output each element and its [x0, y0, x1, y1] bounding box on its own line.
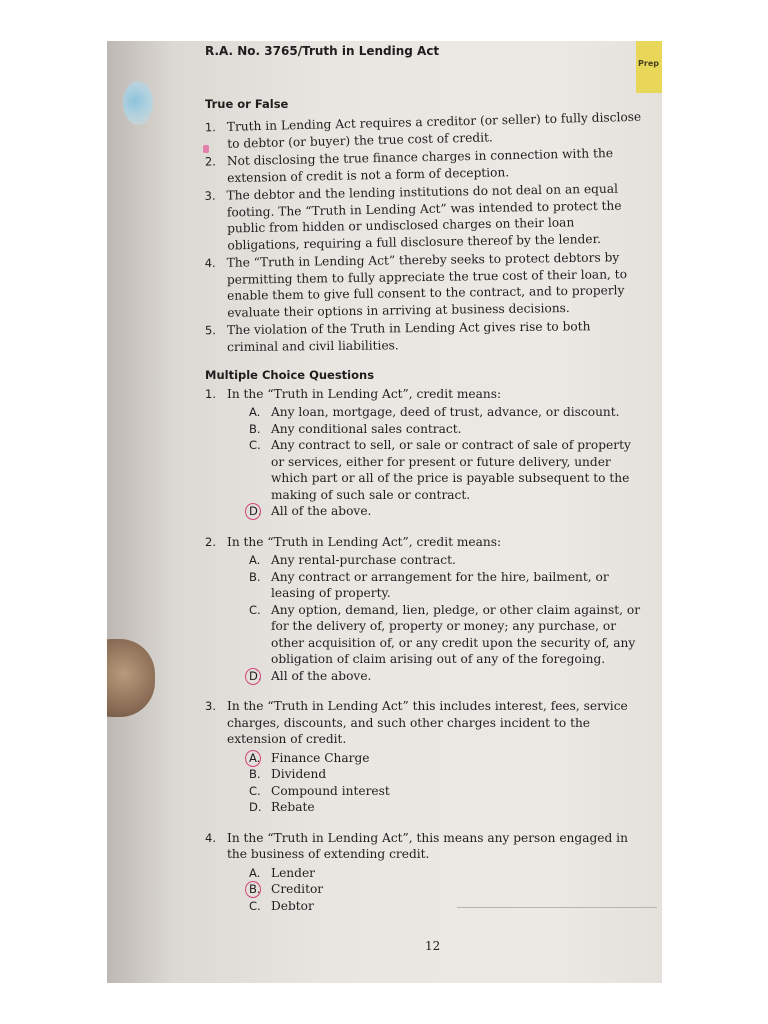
option-text: Compound interest [271, 783, 390, 798]
mc-option [249, 421, 645, 438]
tf-text: The “Truth in Lending Act” thereby seeks to protect debtors by permitting them to fully appreciate the true cost of their loan, to enable them to give full consent to the contract, and to properly evaluate their options in arriving at business decisions. [226, 250, 628, 320]
true-false-title: True or False [205, 96, 289, 111]
multiple-choice-list [205, 386, 645, 915]
tf-text: Not disclosing the true finance charges in connection with the extension of credit is not a form of deception. [226, 146, 614, 185]
mc-option [249, 783, 645, 800]
option-letter: C. [249, 898, 261, 913]
option-letter: B. [249, 882, 261, 896]
option-text: Any conditional sales contract. [271, 421, 462, 436]
mc-option [249, 437, 645, 503]
option-letter: C. [249, 602, 261, 617]
tf-number: 3. [204, 188, 216, 203]
mc-stem: In the “Truth in Lending Act” this includes interest, fees, service charges, discounts, and such other charges incident to the extension of credit. [227, 699, 628, 746]
mc-options [227, 750, 645, 816]
option-letter: B. [249, 569, 261, 584]
mc-option [249, 898, 645, 915]
book-page-photo [107, 41, 662, 983]
mc-option [249, 569, 645, 602]
mc-number: 1. [205, 386, 216, 401]
option-text: Any contract to sell, or sale or contract of sale of property or services, either for present or future delivery, under which part or all of the price is payable subsequent to the making of such sale or contract. [271, 438, 631, 502]
mc-options [227, 552, 645, 684]
page-content [205, 43, 645, 928]
mc-number: 4. [205, 830, 216, 845]
tf-text: Truth in Lending Act requires a creditor (or seller) to fully disclose to debtor (or buyer) the true cost of credit. [226, 109, 642, 151]
tf-item-4 [205, 249, 646, 321]
option-letter: A. [249, 553, 261, 567]
page-number: 12 [425, 939, 441, 953]
mc-option [249, 552, 645, 569]
option-letter: D. [249, 800, 262, 814]
mc-option [249, 602, 645, 668]
option-text: Rebate [271, 800, 315, 814]
option-letter: A. [249, 405, 261, 419]
multiple-choice-title: Multiple Choice Questions [205, 368, 375, 382]
option-text: Creditor [271, 882, 324, 896]
tf-item-5 [205, 318, 645, 356]
mc-stem: In the “Truth in Lending Act”, credit means: [227, 534, 502, 549]
mc-stem: In the “Truth in Lending Act”, credit means: [227, 386, 502, 401]
mc-question-1 [205, 386, 645, 520]
option-letter: B. [249, 421, 261, 436]
option-letter: A. [249, 750, 261, 765]
mc-number: 2. [205, 534, 216, 549]
true-false-list [204, 109, 645, 354]
option-text: Finance Charge [271, 750, 370, 765]
tf-text: The violation of the Truth in Lending Act gives rise to both criminal and civil liabilities. [226, 319, 591, 354]
tf-number: 4. [204, 255, 216, 271]
mc-option-circled [249, 668, 645, 685]
tf-item-3 [204, 180, 645, 254]
mc-option-circled [249, 503, 645, 520]
mc-option-circled [249, 750, 645, 767]
mc-stem: In the “Truth in Lending Act”, this means any person engaged in the business of extending credit. [227, 830, 628, 861]
mc-question-4 [205, 830, 645, 915]
tf-number: 2. [204, 154, 216, 169]
option-text: Debtor [271, 898, 314, 913]
mc-number: 3. [205, 699, 216, 713]
option-letter: A. [249, 865, 261, 880]
binding-hole [123, 81, 153, 125]
option-text: All of the above. [271, 668, 372, 683]
tf-text: The debtor and the lending institutions do not deal on an equal footing. The “Truth in Lending Act” was intended to protect the public from hidden or undisclosed charges on their loan obligations, requiring a full disclosure thereof by the lender. [226, 181, 622, 252]
tab-text: Prep [638, 59, 659, 68]
option-text: All of the above. [271, 504, 372, 518]
mc-option [249, 404, 645, 421]
mc-question-3 [205, 698, 645, 816]
mc-option [249, 766, 645, 783]
option-letter: C. [249, 438, 261, 452]
option-text: Dividend [271, 767, 327, 781]
mc-option [249, 865, 645, 882]
tf-number: 1. [204, 120, 217, 135]
mc-question-2 [205, 534, 645, 685]
thumb [107, 639, 155, 717]
mc-option-circled [249, 881, 645, 898]
option-text: Any loan, mortgage, deed of trust, advance, or discount. [271, 405, 620, 419]
mc-options [227, 404, 645, 520]
option-text: Lender [271, 865, 315, 880]
option-text: Any option, demand, lien, pledge, or other claim against, or for the delivery of, property or money; any purchase, or other acquisition of, or any credit upon the security of, any obligation of claim arising out of any of the foregoing. [271, 602, 641, 666]
page-header: R.A. No. 3765/Truth in Lending Act [205, 44, 440, 58]
option-letter: D. [249, 504, 262, 518]
mc-option [249, 799, 645, 816]
option-letter: B. [249, 767, 261, 781]
option-letter: D. [249, 668, 262, 683]
footer-rule [457, 907, 657, 908]
option-letter: C. [249, 783, 261, 798]
option-text: Any rental-purchase contract. [271, 553, 456, 567]
option-text: Any contract or arrangement for the hire, bailment, or leasing of property. [271, 569, 609, 600]
tf-number: 5. [204, 323, 216, 338]
